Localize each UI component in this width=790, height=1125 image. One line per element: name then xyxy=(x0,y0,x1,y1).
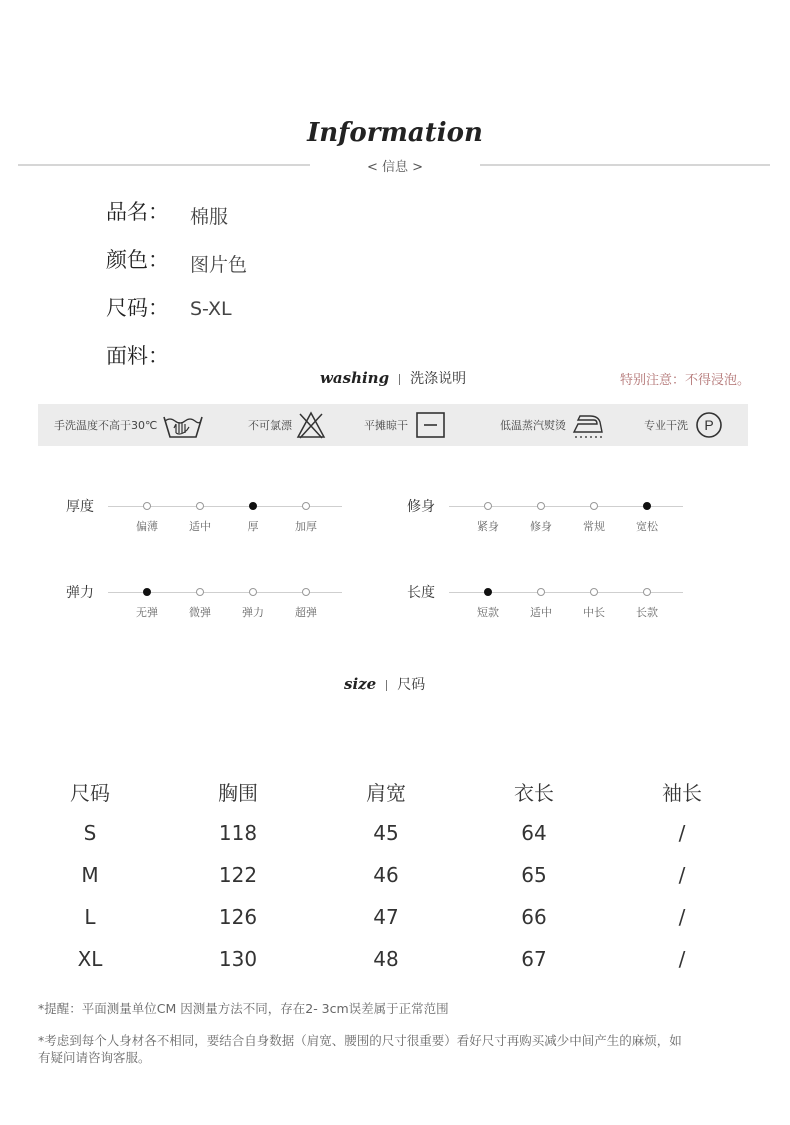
table-cell: S xyxy=(83,821,97,845)
advice-note-line1: *考虑到每个人身材各不相同，要结合自身数据（肩宽、腰围的尺寸很重要）看好尺寸再购买减少中间产生的麻烦，如 xyxy=(38,1033,682,1048)
scale-option: 弹力 xyxy=(242,606,264,619)
advice-note-line2: 有疑问请咨询客服。 xyxy=(38,1050,151,1065)
scale-dot xyxy=(196,588,204,596)
info-label: 颜色： xyxy=(106,248,169,272)
info-label: 尺码： xyxy=(106,296,169,320)
wash-item-dry-clean xyxy=(644,404,726,446)
scale-dot xyxy=(537,588,545,596)
scale-option: 微弹 xyxy=(189,606,211,619)
heading-separator xyxy=(386,680,387,691)
wash-item-hand-wash xyxy=(54,404,205,446)
wash-care-bar xyxy=(38,404,748,446)
scale-option: 无弹 xyxy=(136,606,158,619)
table-cell: / xyxy=(678,863,686,887)
table-header-cell: 衣长 xyxy=(514,780,554,805)
info-label: 品名： xyxy=(106,200,169,224)
size-title: 尺码 xyxy=(397,677,426,693)
info-label: 面料： xyxy=(106,344,169,368)
header-divider-right xyxy=(480,164,770,166)
scale-fit xyxy=(407,496,687,546)
wash-item-label: 手洗温度不高于30℃ xyxy=(54,419,158,432)
table-header-row xyxy=(16,770,756,812)
washing-heading xyxy=(320,368,466,388)
scale-length xyxy=(407,582,687,632)
measurement-note: *提醒：平面测量单位CM 因测量方法不同，存在2- 3cm误差属于正常范围 xyxy=(38,1001,449,1016)
size-table xyxy=(16,770,756,980)
info-value: 棉服 xyxy=(190,206,229,228)
table-row xyxy=(16,812,756,854)
table-cell: L xyxy=(84,905,96,929)
scale-option: 偏薄 xyxy=(136,520,158,533)
table-header-cell: 肩宽 xyxy=(366,780,406,805)
no-bleach-icon xyxy=(296,410,326,440)
hand-wash-icon xyxy=(161,410,205,440)
wash-item-steam-iron xyxy=(500,404,606,446)
header-divider-left xyxy=(18,164,310,166)
scale-option: 紧身 xyxy=(477,520,499,533)
table-row xyxy=(16,938,756,980)
table-cell: 48 xyxy=(373,947,399,971)
flat-dry-icon xyxy=(412,410,448,440)
section-title-information: Information xyxy=(307,118,483,148)
scale-dot xyxy=(484,502,492,510)
scale-option: 超弹 xyxy=(295,606,317,619)
size-heading xyxy=(344,674,425,694)
scale-dot-selected xyxy=(249,502,257,510)
scale-dot xyxy=(302,502,310,510)
scale-option: 加厚 xyxy=(295,520,317,533)
wash-item-flat-dry xyxy=(364,404,448,446)
scale-dot xyxy=(249,588,257,596)
table-cell: 45 xyxy=(373,821,399,845)
steam-iron-icon xyxy=(570,410,606,440)
table-cell: 66 xyxy=(521,905,547,929)
section-subtitle: < 信息 > xyxy=(366,160,424,175)
table-cell: / xyxy=(678,821,686,845)
info-value: 图片色 xyxy=(190,254,248,276)
scale-dot xyxy=(302,588,310,596)
heading-separator xyxy=(399,374,400,385)
table-cell: 118 xyxy=(218,821,258,845)
scale-dot-selected xyxy=(643,502,651,510)
scale-option: 厚 xyxy=(247,520,259,533)
table-cell: / xyxy=(678,905,686,929)
wash-item-label: 专业干洗 xyxy=(644,419,688,432)
wash-item-label: 平摊晾干 xyxy=(364,419,408,432)
scale-dot xyxy=(537,502,545,510)
scale-dot xyxy=(590,502,598,510)
size-script-label: size xyxy=(344,675,377,693)
washing-script-label: washing xyxy=(320,369,390,387)
scale-label: 厚度 xyxy=(66,499,94,515)
scale-option: 修身 xyxy=(530,520,552,533)
scale-option: 短款 xyxy=(477,606,499,619)
table-cell: M xyxy=(81,863,99,887)
table-cell: 64 xyxy=(521,821,547,845)
scale-option: 宽松 xyxy=(636,520,658,533)
table-cell: 126 xyxy=(218,905,258,929)
table-cell: / xyxy=(678,947,686,971)
table-row xyxy=(16,896,756,938)
table-cell: 67 xyxy=(521,947,547,971)
table-cell: 47 xyxy=(373,905,399,929)
scale-option: 常规 xyxy=(583,520,605,533)
scale-dot xyxy=(196,502,204,510)
dry-clean-glyph: P xyxy=(704,417,714,433)
scale-label: 长度 xyxy=(407,585,435,601)
wash-item-no-bleach xyxy=(248,404,326,446)
washing-title: 洗涤说明 xyxy=(410,371,467,387)
table-cell: XL xyxy=(77,947,103,971)
scale-elasticity xyxy=(66,582,346,632)
wash-item-label: 不可氯漂 xyxy=(248,419,292,432)
table-cell: 46 xyxy=(373,863,399,887)
table-header-cell: 胸围 xyxy=(218,780,258,805)
wash-item-label: 低温蒸汽熨烫 xyxy=(500,419,566,432)
scale-thickness xyxy=(66,496,346,546)
table-cell: 130 xyxy=(218,947,258,971)
scale-label: 弹力 xyxy=(66,585,94,601)
washing-notice: 特别注意：不得浸泡。 xyxy=(620,373,751,388)
table-header-cell: 袖长 xyxy=(662,780,702,805)
scale-dot xyxy=(590,588,598,596)
table-header-cell: 尺码 xyxy=(70,780,110,805)
scale-option: 适中 xyxy=(189,520,211,533)
dry-clean-p-icon xyxy=(692,410,726,440)
scale-dot-selected xyxy=(143,588,151,596)
scale-dot-selected xyxy=(484,588,492,596)
scale-dot xyxy=(643,588,651,596)
scale-option: 适中 xyxy=(530,606,552,619)
scale-option: 中长 xyxy=(583,606,605,619)
table-cell: 65 xyxy=(521,863,547,887)
scale-option: 长款 xyxy=(636,606,658,619)
scale-label: 修身 xyxy=(407,499,435,515)
scale-dot xyxy=(143,502,151,510)
info-value: S-XL xyxy=(190,298,232,320)
table-row xyxy=(16,854,756,896)
table-cell: 122 xyxy=(218,863,258,887)
